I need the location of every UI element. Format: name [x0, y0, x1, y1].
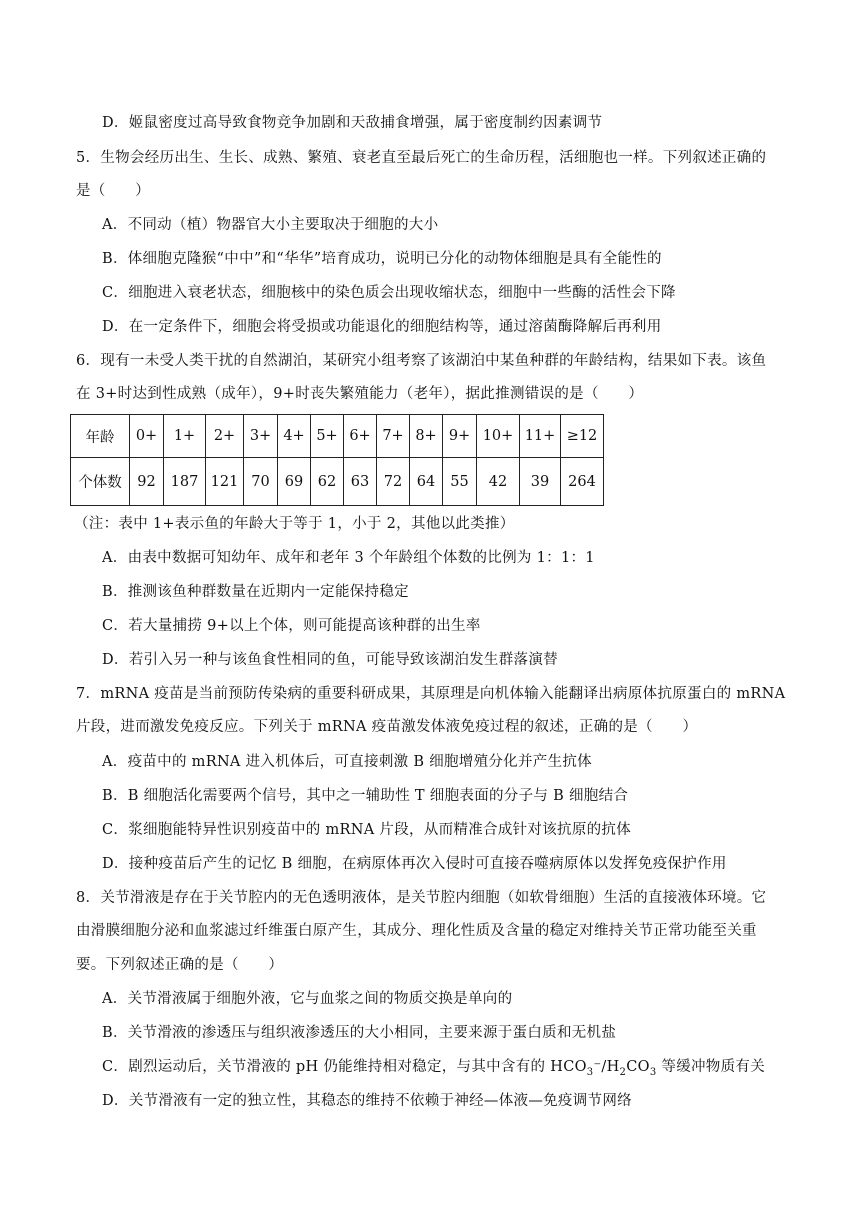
subscript: 3: [649, 1066, 657, 1078]
age-cell: 8+: [410, 415, 443, 458]
age-cell: 0+: [130, 415, 164, 458]
count-cell: 187: [164, 458, 206, 506]
q8-stem-line2: 由滑膜细胞分泌和血浆滤过纤维蛋白原产生，其成分、理化性质及含量的稳定对维持关节正常功能至关重: [76, 923, 757, 939]
age-structure-table: [70, 414, 604, 506]
q5-option-d: D．在一定条件下，细胞会将受损或功能退化的细胞结构等，通过溶菌酶降解后再利用: [102, 319, 662, 335]
age-cell: ≥12: [561, 415, 604, 458]
q8-stem-line3: 要。下列叙述正确的是（ ）: [76, 957, 284, 973]
q7-option-d: D．接种疫苗后产生的记忆 B 细胞，在病原体再次入侵时可直接吞噬病原体以发挥免疫保护作用: [102, 856, 727, 872]
count-row: [71, 458, 604, 506]
age-row: [71, 415, 604, 458]
count-cell: 55: [443, 458, 477, 506]
count-cell: 92: [130, 458, 164, 506]
q5-stem-line1: 5．生物会经历出生、生长、成熟、繁殖、衰老直至最后死亡的生命历程，活细胞也一样。下列叙述正确的: [76, 150, 767, 166]
q6-stem-line2: 在 3+时达到性成熟（成年），9+时丧失繁殖能力（老年），据此推测错误的是（ ）: [76, 386, 644, 402]
q6-option-d: D．若引入另一种与该鱼食性相同的鱼，可能导致该湖泊发生群落演替: [102, 652, 558, 668]
count-cell: 64: [410, 458, 443, 506]
age-cell: 11+: [520, 415, 561, 458]
count-cell: 70: [244, 458, 278, 506]
q6-option-a: A．由表中数据可知幼年、成年和老年 3 个年龄组个体数的比例为 1：1：1: [102, 550, 595, 566]
age-cell: 9+: [443, 415, 477, 458]
subscript: 3: [586, 1066, 594, 1078]
count-cell: 69: [278, 458, 311, 506]
count-cell: 63: [344, 458, 377, 506]
count-cell: 264: [561, 458, 604, 506]
q6-table-note: （注：表中 1+表示鱼的年龄大于等于 1，小于 2，其他以此类推）: [74, 516, 515, 532]
age-cell: 3+: [244, 415, 278, 458]
count-cell: 42: [477, 458, 520, 506]
q4-option-d: D．姬鼠密度过高导致食物竞争加剧和天敌捕食增强，属于密度制约因素调节: [102, 115, 603, 131]
count-header-cell: 个体数: [71, 458, 130, 506]
q5-option-b: B．体细胞克隆猴“中中”和“华华”培育成功，说明已分化的动物体细胞是具有全能性的: [102, 251, 662, 267]
age-cell: 5+: [311, 415, 344, 458]
q8-option-c-text: CO: [626, 1059, 650, 1075]
count-cell: 72: [377, 458, 410, 506]
q8-option-c-text: C．剧烈运动后，关节滑液的 pH 仍能维持相对稳定，与其中含有的 HCO: [102, 1059, 587, 1075]
count-cell: 39: [520, 458, 561, 506]
q7-option-c: C．浆细胞能特异性识别疫苗中的 mRNA 片段，从而精准合成针对该抗原的抗体: [102, 822, 632, 838]
age-cell: 4+: [278, 415, 311, 458]
q5-stem-line2: 是（ ）: [76, 183, 150, 199]
q8-stem-line1: 8．关节滑液是存在于关节腔内的无色透明液体，是关节腔内细胞（如软骨细胞）生活的直接液体环境。它: [76, 890, 767, 906]
q5-option-c: C．细胞进入衰老状态，细胞核中的染色质会出现收缩状态，细胞中一些酶的活性会下降: [102, 285, 676, 301]
age-cell: 1+: [164, 415, 206, 458]
age-cell: 2+: [206, 415, 244, 458]
age-header-cell: 年龄: [71, 415, 130, 458]
q7-stem-line1: 7．mRNA 疫苗是当前预防传染病的重要科研成果，其原理是向机体输入能翻译出病原体抗原蛋白的 mRNA: [76, 686, 786, 702]
age-cell: 7+: [377, 415, 410, 458]
q7-stem-line2: 片段，进而激发免疫反应。下列关于 mRNA 疫苗激发体液免疫过程的叙述，正确的是（ ）: [76, 719, 698, 735]
q8-option-a: A．关节滑液属于细胞外液，它与血浆之间的物质交换是单向的: [102, 991, 513, 1007]
q6-option-b: B．推测该鱼种群数量在近期内一定能保持稳定: [102, 584, 409, 600]
q6-option-c: C．若大量捕捞 9+以上个体，则可能提高该种群的出生率: [102, 618, 481, 634]
q6-stem-line1: 6．现有一未受人类干扰的自然湖泊，某研究小组考察了该湖泊中某鱼种群的年龄结构，结果如下表。该鱼: [76, 353, 767, 369]
count-cell: 62: [311, 458, 344, 506]
subscript: 2: [619, 1066, 627, 1078]
age-cell: 6+: [344, 415, 377, 458]
q8-option-c-text: ⁻/H: [593, 1059, 620, 1075]
q5-option-a: A．不同动（植）物器官大小主要取决于细胞的大小: [102, 217, 439, 233]
count-cell: 121: [206, 458, 244, 506]
age-cell: 10+: [477, 415, 520, 458]
q7-option-a: A．疫苗中的 mRNA 进入机体后，可直接刺激 B 细胞增殖分化并产生抗体: [102, 754, 592, 770]
q7-option-b: B．B 细胞活化需要两个信号，其中之一辅助性 T 细胞表面的分子与 B 细胞结合: [102, 788, 629, 804]
q8-option-b: B．关节滑液的渗透压与组织液渗透压的大小相同，主要来源于蛋白质和无机盐: [102, 1025, 617, 1041]
q8-option-d: D．关节滑液有一定的独立性，其稳态的维持不依赖于神经—体液—免疫调节网络: [102, 1093, 632, 1109]
q8-option-c-text: 等缓冲物质有关: [656, 1059, 765, 1075]
q8-option-c: [102, 1057, 765, 1077]
